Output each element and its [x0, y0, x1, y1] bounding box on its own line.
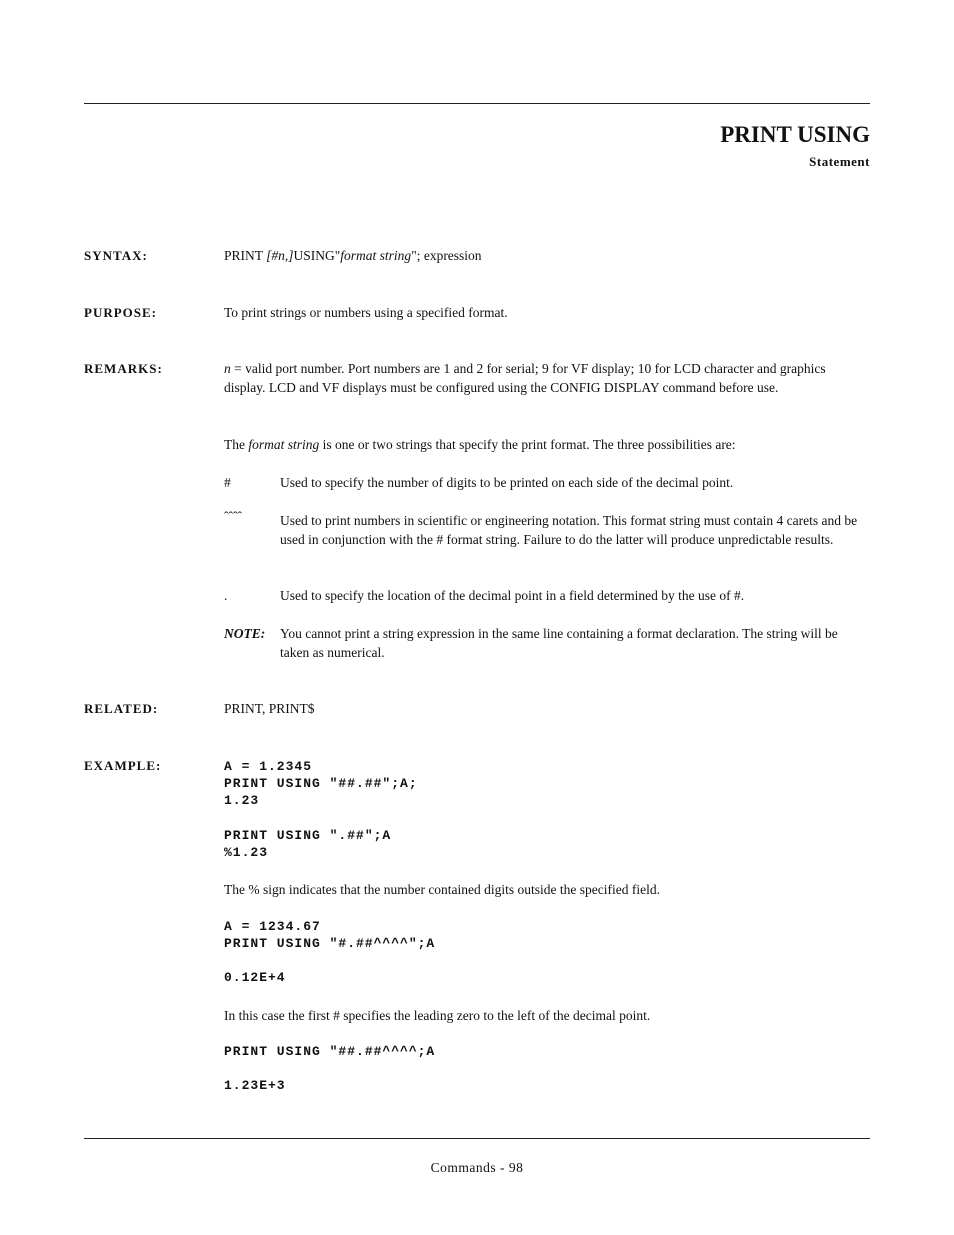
- page-number: Commands - 98: [430, 1160, 524, 1175]
- format-desc-dot: Used to specify the location of the decimal point in a field determined by the use of #.: [280, 588, 745, 603]
- note-text: You cannot print a string expression in the same line containing a format declaration. The string will be taken as numerical.: [280, 626, 838, 660]
- format-desc-caret: Used to print numbers in scientific or engineering notation. This format string must contain 4 carets and be used in conjunction with the # format string. Failure to do the latter will produce unpredictable results.: [280, 513, 858, 547]
- remarks-label: REMARKS:: [84, 361, 163, 376]
- format-desc-hash: Used to specify the number of digits to be printed on each side of the decimal point.: [280, 475, 734, 490]
- example-output-3: 0.12E+4: [224, 970, 286, 985]
- page-title: PRINT USING: [720, 122, 870, 147]
- example-code-block-1: A = 1.2345 PRINT USING "##.##";A; 1.23: [224, 759, 418, 808]
- format-symbol-dot: .: [224, 588, 228, 603]
- example-note-1: The % sign indicates that the number contained digits outside the specified field.: [224, 882, 661, 897]
- example-code-block-2: PRINT USING ".##";A %1.23: [224, 828, 392, 860]
- remarks-port-text: n = valid port number. Port numbers are 1 and 2 for serial; 9 for VF display; 10 for LCD character and graphics display. LCD and VF displays must be configured using the CONFIG DISPLAY command before use.: [224, 361, 826, 395]
- purpose-text: To print strings or numbers using a specified format.: [224, 305, 508, 320]
- related-text: PRINT, PRINT$: [224, 701, 315, 716]
- remarks-format-intro: The format string is one or two strings that specify the print format. The three possibilities are:: [224, 437, 736, 452]
- purpose-label: PURPOSE:: [84, 305, 157, 320]
- footer-rule: [84, 1138, 870, 1139]
- related-label: RELATED:: [84, 701, 159, 716]
- example-output-4: 1.23E+3: [224, 1078, 286, 1093]
- note-label: NOTE:: [224, 626, 266, 641]
- example-code-block-3: A = 1234.67 PRINT USING "#.##^^^^";A: [224, 919, 436, 951]
- syntax-text: PRINT [#n,]USING"format string"; expression: [224, 248, 482, 263]
- format-symbol-caret: ˆˆˆˆ: [224, 509, 242, 524]
- page-subtitle: Statement: [809, 154, 870, 169]
- syntax-label: SYNTAX:: [84, 248, 148, 263]
- header-rule: [84, 103, 870, 104]
- format-symbol-hash: #: [224, 475, 231, 490]
- example-label: EXAMPLE:: [84, 758, 162, 773]
- example-code-block-4: PRINT USING "##.##^^^^;A: [224, 1044, 436, 1059]
- example-note-2: In this case the first # specifies the leading zero to the left of the decimal point.: [224, 1008, 651, 1023]
